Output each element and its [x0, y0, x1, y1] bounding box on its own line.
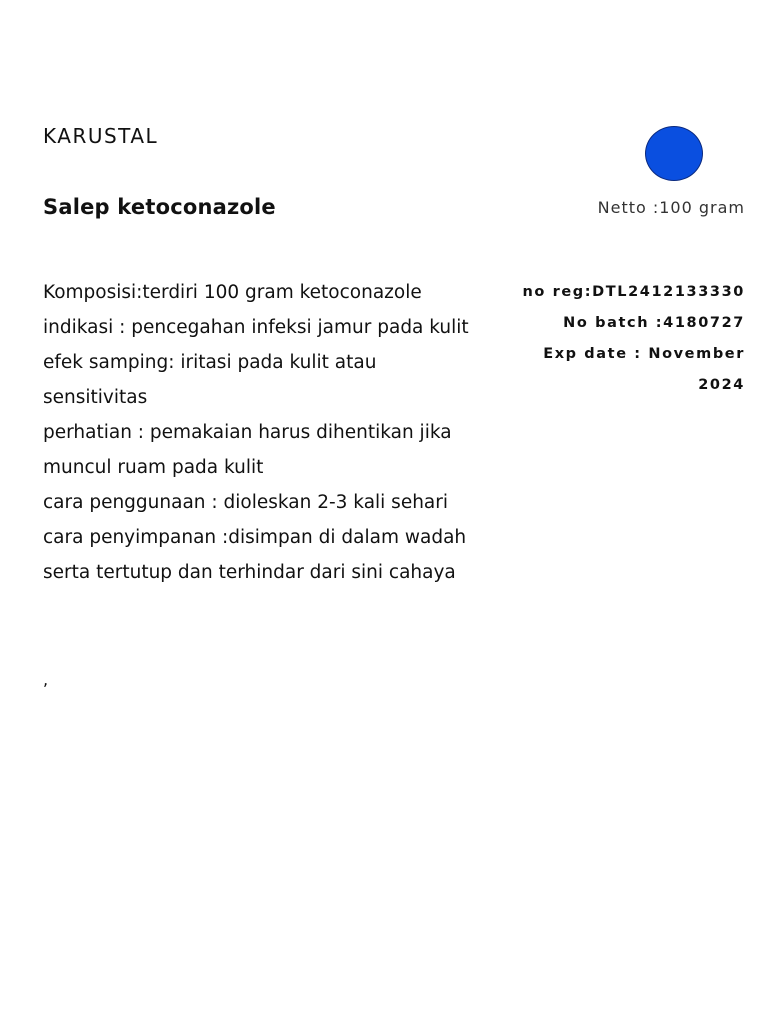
expiry-date: Exp date : November — [543, 346, 745, 362]
logo-circle — [645, 126, 703, 181]
description-line: cara penggunaan : dioleskan 2-3 kali sehari — [43, 492, 449, 513]
description-line: serta tertutup dan terhindar dari sini cahaya — [43, 562, 456, 583]
description-line: muncul ruam pada kulit — [43, 457, 264, 478]
description-line: efek samping: iritasi pada kulit atau — [43, 352, 377, 373]
description-line: perhatian : pemakaian harus dihentikan jika — [43, 422, 452, 443]
registration-info — [522, 277, 745, 401]
trailing-comma: , — [43, 670, 49, 689]
netto-weight: Netto :100 gram — [597, 198, 745, 217]
description-line: Komposisi:terdiri 100 gram ketoconazole — [43, 282, 422, 303]
product-description — [43, 275, 513, 590]
expiry-year: 2024 — [698, 377, 745, 393]
description-line: sensitivitas — [43, 387, 148, 408]
registration-number: no reg:DTL2412133330 — [522, 284, 745, 300]
brand-name: KARUSTAL — [43, 124, 159, 148]
description-line: cara penyimpanan :disimpan di dalam wadah — [43, 527, 467, 548]
product-title: Salep ketoconazole — [43, 195, 276, 219]
description-line: indikasi : pencegahan infeksi jamur pada kulit — [43, 317, 469, 338]
batch-number: No batch :4180727 — [563, 315, 745, 331]
